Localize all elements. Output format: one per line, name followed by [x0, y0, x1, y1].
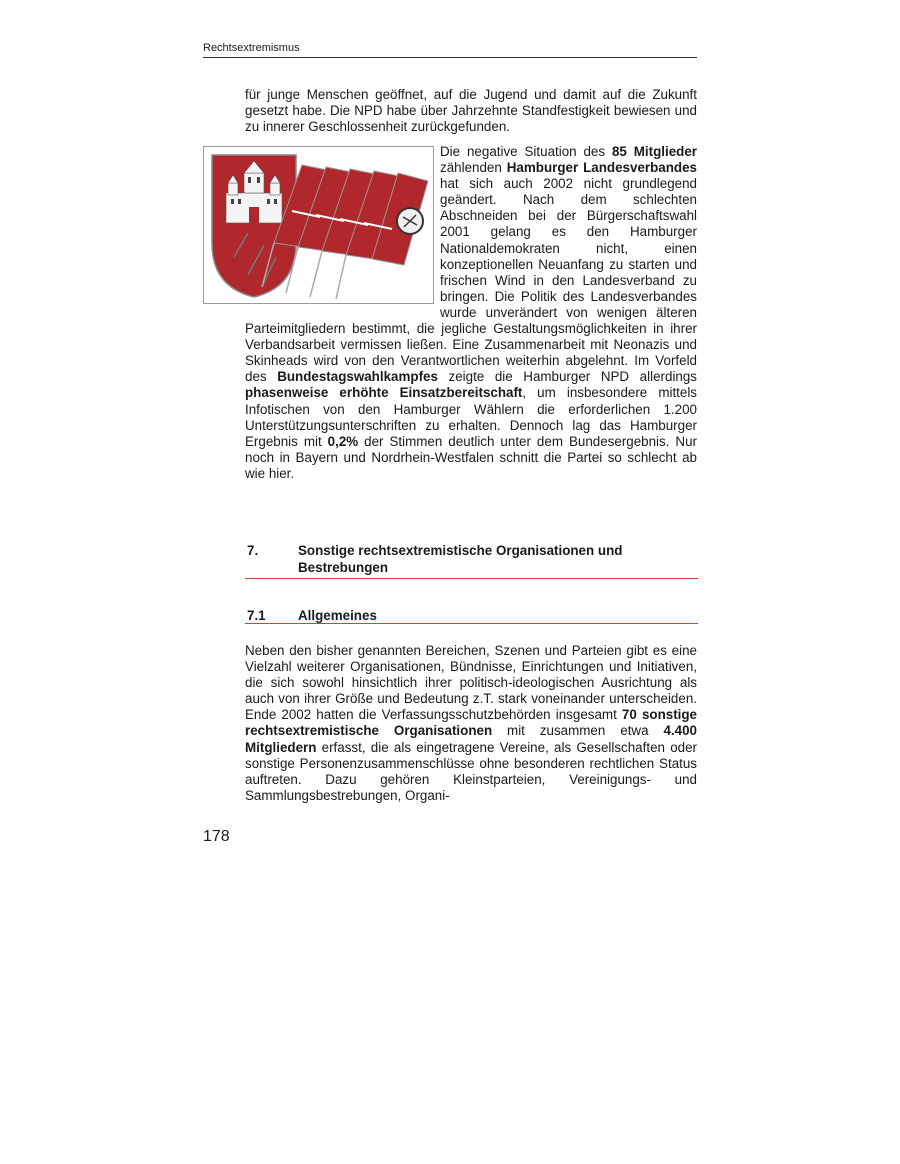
other-organisations-count: 70 sonstige rechtsextremistische Organisationen: [245, 707, 697, 739]
section-rule-7: [245, 578, 698, 579]
paragraph-general-text-3: erfasst, die als eingetragene Vereine, als Gesellschaften oder sonstige Personenzusammenschlüsse ohne besonderen rechtlichen Status auftreten. Dazu gehören Kleinstparteien, Vereinigungs- und Sammlungsbestrebungen, Organi-: [245, 739, 697, 803]
paragraph-general-text-1: Neben den bisher genannten Bereichen, Szenen und Parteien gibt es eine Vielzahl weiterer Organisationen, Bündnisse, Einrichtungen und Initiativen, die sich sowohl hinsichtlich ihrer politisch-ideologischen Ausrichtung als auch von ihrer Größe und Bedeutung z.T. stark voneinander unterscheiden. Ende 2002 hatten die Verfassungsschutzbehörden insgesamt: [245, 643, 697, 723]
paragraph-general-text-2: mit zusammen etwa: [492, 723, 664, 739]
paragraph-hamburg: [245, 144, 697, 482]
section-rule-7-1: [245, 623, 698, 624]
running-header: Rechtsextremismus: [203, 42, 697, 58]
paragraph-hamburg-text-4: zeigte die Hamburger NPD allerdings: [437, 369, 698, 385]
election-result-percent: 0,2%: [327, 433, 359, 449]
paragraph-hamburg-text-6: der Stimmen deutlich unter dem Bundesergebnis. Nur noch in Bayern und Nordrhein-Westfalen schnitt die Partei so schlecht ab wie hier.: [245, 433, 698, 481]
federal-election-campaign: Bundestagswahlkampfes: [277, 369, 438, 385]
paragraph-hamburg-text-2: zählenden: [440, 160, 507, 176]
increased-readiness: phasenweise erhöhte Einsatzbereitschaft: [245, 385, 523, 401]
hamburg-state-association: Hamburger Landesverbandes: [506, 160, 697, 176]
section-number-7-1: 7.1: [247, 608, 266, 623]
paragraph-hamburg-text-1: Die negative Situation des: [440, 144, 612, 159]
members-count-total: 4.400 Mitgliedern: [245, 723, 697, 755]
paragraph-intro-text: für junge Menschen geöffnet, auf die Jugend und damit auf die Zukunft gesetzt habe. Die NPD habe über Jahrzehnte Standfestigkeit bewiesen und zu innerer Geschlossenheit zurückgefunden.: [245, 87, 697, 135]
page-number: 178: [203, 828, 230, 845]
hamburg-npd-image: [203, 146, 434, 304]
section-title-7: Sonstige rechtsextremistische Organisationen und Bestrebungen: [298, 543, 623, 575]
paragraph-hamburg-text-3: hat sich auch 2002 nicht grundlegend geändert. Nach dem schlechten Abschneiden bei der Bürgerschaftswahl 2001 gelang es den Hamburger Nationaldemokraten nicht, einen konzeptionellen Neuanfang zu starten und frischen Wind in den Landesverband zu bringen. Die Politik des Landesverbandes wurde unverändert von wenigen älteren Parteimitgliedern bestimmt, die jegliche Gestaltungsmöglichkeiten in ihrer Verbandsarbeit vermissen ließen. Eine Zusammenarbeit mit Neonazis und Skinheads wird von den Verantwortlichen weiterhin abgelehnt. Im Vorfeld des: [245, 176, 697, 385]
hamburg-coat-of-arms-icon: [204, 147, 433, 303]
paragraph-general: [245, 643, 697, 804]
paragraph-intro: [245, 87, 697, 135]
members-count-hamburg: 85 Mitglieder: [611, 144, 697, 159]
paragraph-hamburg-text-5: , um insbesondere mittels Infotischen von den Hamburger Wählern die erforderlichen 1.200 Unterstützungsunterschriften zu erhalten. Dennoch lag das Hamburger Ergebnis mit: [245, 385, 698, 449]
section-title-7-1: Allgemeines: [298, 608, 377, 623]
section-number-7: 7.: [247, 543, 259, 558]
